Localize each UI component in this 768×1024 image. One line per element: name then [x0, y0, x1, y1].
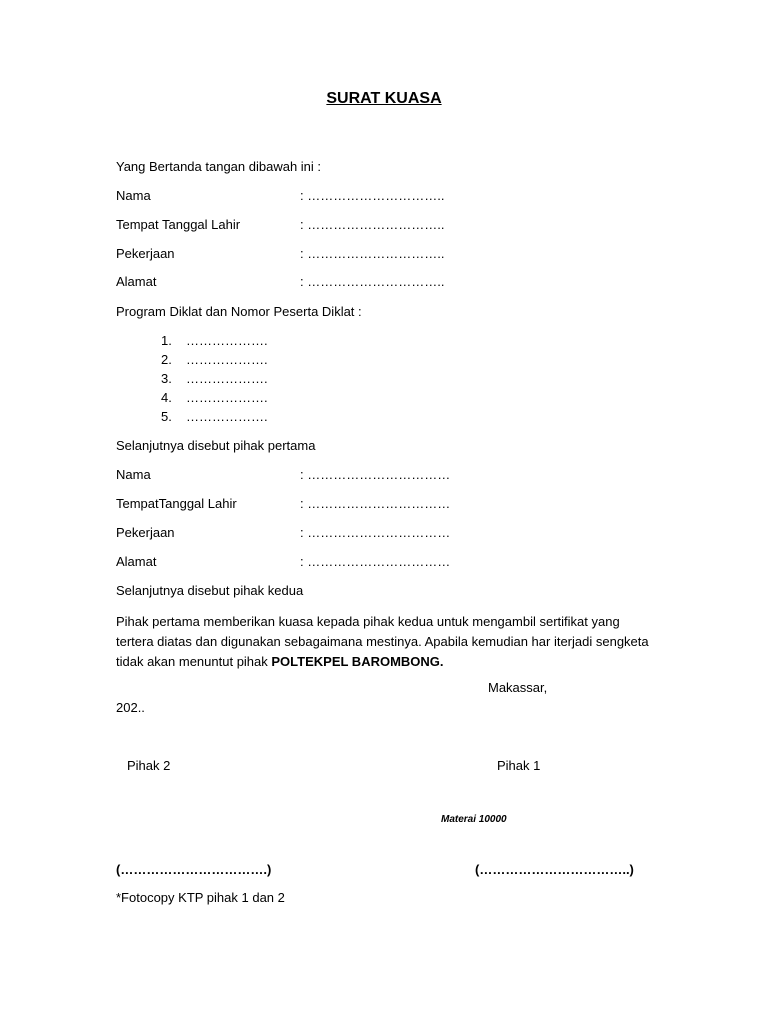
institution-name: POLTEKPEL BAROMBONG.	[271, 654, 444, 669]
p2-job-label: Pekerjaan	[116, 525, 175, 540]
authorization-paragraph	[116, 612, 656, 672]
p1-birth-value: : …………………………..	[300, 217, 445, 232]
signature-left-line: (…………………………….)	[116, 862, 272, 877]
program-num-1: 1.	[161, 333, 172, 348]
program-item-1: ……………….	[186, 333, 268, 348]
party2-caption: Selanjutnya disebut pihak kedua	[116, 583, 304, 598]
footnote: *Fotocopy KTP pihak 1 dan 2	[116, 890, 285, 905]
program-item-2: ……………….	[186, 352, 268, 367]
program-item-3: ……………….	[186, 371, 268, 386]
p1-name-value: : …………………………..	[300, 188, 445, 203]
year-text: 202..	[116, 700, 145, 715]
stamp-note: Materai 10000	[441, 814, 507, 825]
intro-text: Yang Bertanda tangan dibawah ini :	[116, 159, 322, 174]
program-heading: Program Diklat dan Nomor Peserta Diklat :	[116, 304, 362, 319]
p1-name-label: Nama	[116, 188, 151, 203]
p1-address-value: : …………………………..	[300, 274, 445, 289]
p2-address-value: : ……………………………	[300, 554, 451, 569]
program-num-5: 5.	[161, 409, 172, 424]
document-title: SURAT KUASA	[326, 90, 442, 107]
p1-birth-label: Tempat Tanggal Lahir	[116, 217, 241, 232]
p1-address-label: Alamat	[116, 274, 157, 289]
p2-name-value: : ……………………………	[300, 467, 451, 482]
p2-birth-label: TempatTanggal Lahir	[116, 496, 237, 511]
program-num-4: 4.	[161, 390, 172, 405]
paragraph-text: Pihak pertama memberikan kuasa kepada pihak kedua untuk mengambil sertifikat yang tertera diatas dan digunakan sebagaimana mestinya. Apabila kemudian har iterjadi sengketa tidak akan menuntut pihak	[116, 614, 649, 669]
program-item-5: ……………….	[186, 409, 268, 424]
program-item-4: ……………….	[186, 390, 268, 405]
signature-left-label: Pihak 2	[127, 758, 171, 773]
signature-right-label: Pihak 1	[497, 758, 541, 773]
p2-address-label: Alamat	[116, 554, 157, 569]
party1-caption: Selanjutnya disebut pihak pertama	[116, 438, 316, 453]
program-num-2: 2.	[161, 352, 172, 367]
p2-job-value: : ……………………………	[300, 525, 451, 540]
p2-name-label: Nama	[116, 467, 151, 482]
p1-job-value: : …………………………..	[300, 246, 445, 261]
p1-job-label: Pekerjaan	[116, 246, 175, 261]
program-num-3: 3.	[161, 371, 172, 386]
signature-right-line: (……………………………..)	[475, 862, 634, 877]
place-text: Makassar,	[488, 680, 548, 695]
p2-birth-value: : ……………………………	[300, 496, 451, 511]
